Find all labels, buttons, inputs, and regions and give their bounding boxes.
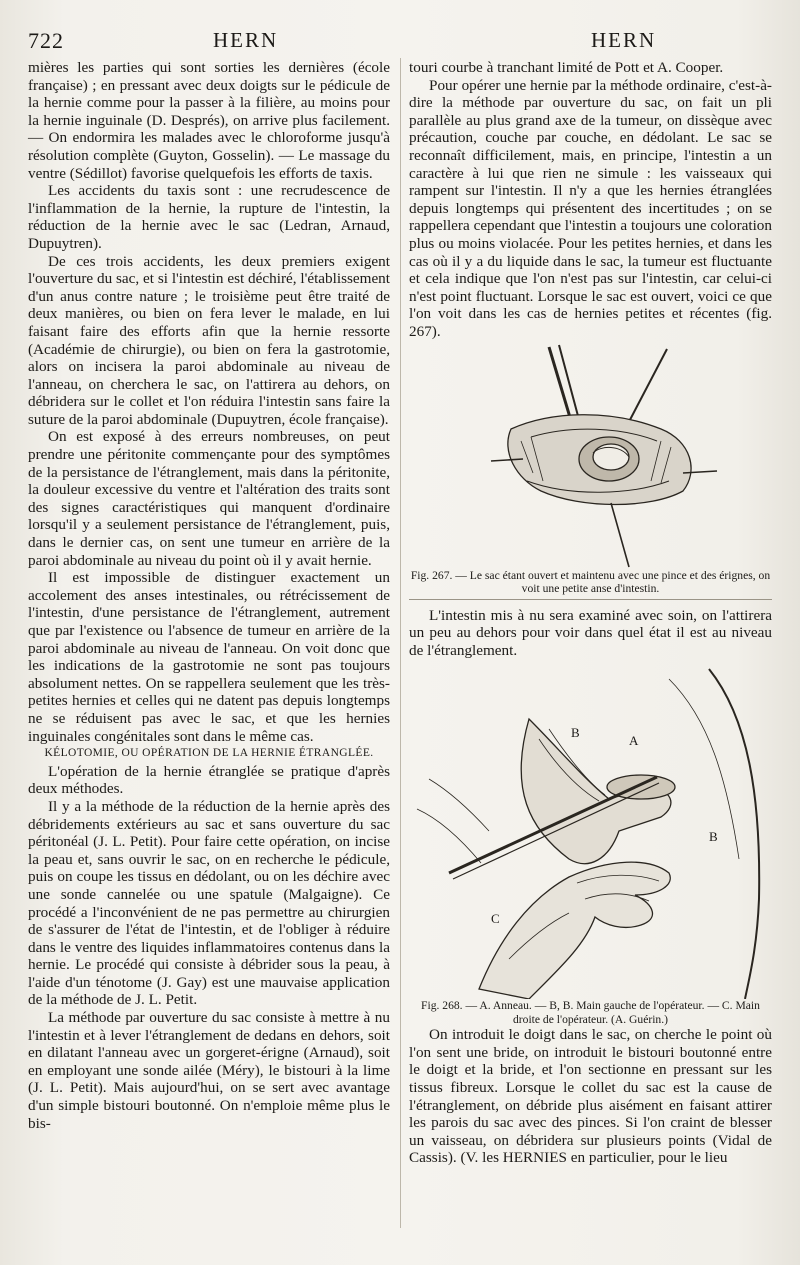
paragraph: De ces trois accidents, les deux premiers exigent l'ouverture du sac, et si l'intestin est déchiré, l'établissement d'un anus contre nature ; le troisième peut être traité de deux manières, ou bien on fera lever le malade, en lui faisant faire des efforts afin que la hernie ressorte (Académie de chirurgie), ou bien on fera la gastrotomie, alors on incisera la paroi abdominale au niveau de l'anneau, on cherchera le sac, on l'attirera au dehors, on débridera sur le collet et l'on réduira l'intestin sans faire la suture de la paroi abdominale (Dupuytren, école française). — [28, 252, 390, 428]
paragraph: Les accidents du taxis sont : une recrudescence de l'inflammation de la hernie, la rupture de l'intestin, la réduction de la hernie avec le sac (Ledran, Arnaud, Dupuytren). — [28, 182, 390, 252]
page-number: 722 — [28, 28, 64, 53]
paragraph: L'opération de la hernie étranglée se pratique d'après deux méthodes. — [28, 762, 390, 798]
paragraph: L'intestin mis à nu sera examiné avec soin, on l'attirera un peu au dehors pour voir dans quel état il est au niveau de l'étranglement. — [409, 606, 772, 659]
paragraph: La méthode par ouverture du sac consiste à mettre à nu l'intestin et à lever l'étranglement de dedans en dehors, soit en dilatant l'anneau avec un gorgeret-érigne (Arnaud), soit en employant une sonde ailée (Méry), le bistouri à la lime (J. L. Petit). Mais aujourd'hui, on se sert avec avantage d'un simple bistouri boutonné. On n'emploie même plus le bis- — [28, 1009, 390, 1132]
paragraph: On introduit le doigt dans le sac, on cherche le point où l'on sent une bride, on introduit le bistouri boutonné entre le doigt et la bride, et l'on sectionne en pressant sur les tissus fibreux. Lorsque le collet du sac est la cause de l'étranglement, on débride plus aisément en faisant attirer les parois du sac avec des pinces. Si l'on craint de blesser un vaisseau, on débridera sur plusieurs points (Vidal de Cassis). (V. les HERNIES en particulier, pour le lieu — [409, 1026, 772, 1167]
paragraph: Il est impossible de distinguer exactement un accolement des anses intestinales, ou rétrécissement de l'intestin, d'une persistance de l'étranglement, autrement que par l'existence ou l'absence de tumeur en arrière de la paroi abdominale au niveau de l'anneau. On voit donc que les indications de la gastrotomie ne sont pas toujours absolument nettes. On se rappellera seulement que les très-petites hernies et celles qui ne datent pas depuis longtemps ne se réduisent pas avec le sac, et que les hernies inguinales congénitales sont dans le même cas. — [28, 569, 390, 745]
figure-label-b: B — [571, 725, 580, 741]
paragraph: mières les parties qui sont sorties les dernières (école française) ; en pressant avec deux doigts sur le pédicule de la hernie comme pour la passer à la filière, au moins pour la hernie inguinale (D. Després), on arrive plus facilement. — On endormira les malades avec le chloroforme jusqu'à résolution complète (Guyton, Gosselin). — Le massage du ventre (Sédillot) favorise quelquefois les efforts de taxis. — [28, 59, 390, 182]
hernia-sac-illustration — [461, 341, 721, 569]
paragraph: Pour opérer une hernie par la méthode ordinaire, c'est-à-dire la méthode par ouverture du sac, on fait un pli parallèle au plus grand axe de la tumeur, on dissèque avec précaution, couche par couche, en dédolant. Le sac se reconnaît difficilement, mais, en principe, l'intestin a un caractère à lui que rien ne simule : les vaisseaux qui rampent sur l'intestin. Il n'y a que les hernies étranglées depuis longtemps qui présentent des incertitudes ; on se rappellera cependant que l'intestin a toujours une coloration plus ou moins violacée. Pour les petites hernies, et dans les cas où il y a du liquide dans le sac, la tumeur est fluctuante et cela indique que l'on n'est pas sur l'intestin, car celui-ci n'est point fluctuant. Lorsque le sac est ouvert, voici ce que l'on voit dans les cas de hernies petites et récentes (fig. 267). — [409, 76, 772, 340]
left-column — [28, 59, 390, 1132]
running-header — [28, 28, 772, 54]
figure-label-c: C — [491, 911, 500, 927]
figure-caption: Fig. 268. — A. Anneau. — B, B. Main gauche de l'opérateur. — C. Main droite de l'opérateur. (A. Guérin.) — [421, 999, 760, 1026]
right-column — [409, 59, 772, 1167]
column-divider — [400, 58, 401, 1228]
figure-caption: Fig. 267. — Le sac étant ouvert et maintenu avec une pince et des érignes, on voit une petite anse d'intestin. — [410, 568, 771, 595]
running-title-right: HERN — [591, 28, 657, 52]
paragraph: Il y a la méthode de la réduction de la hernie après des débridements extérieurs au sac et sans ouverture du sac péritonéal (J. L. Petit). Pour faire cette opération, on incise la peau et, sans ouvrir le sac, on en recherche le pédicule, puis on coupe les tissus en dédolant, ou on les déchire avec une sonde cannelée ou une spatule (Malgaigne). Ce procédé a l'inconvénient de ne pas permettre au chirurgien de s'assurer de l'état de l'intestin, et de l'obliger à réduire dans le ventre des liquides inflammatoires contenus dans la hernie. Le procédé qui consiste à débrider sous la peau, à l'aide d'un ténotome (J. Gay) est une mauvaise application de la méthode de J. L. Petit. — [28, 797, 390, 1009]
figure-label-a: A — [629, 733, 639, 749]
paragraph: touri courbe à tranchant limité de Pott et A. Cooper. — [409, 59, 724, 76]
figure-label-b: B — [709, 829, 718, 845]
caption-rule — [409, 599, 772, 600]
hands-operation-illustration — [409, 659, 772, 999]
figure-267 — [409, 341, 772, 600]
paragraph: On est exposé à des erreurs nombreuses, on peut prendre une péritonite commençante pour des symptômes de la persistance de l'étranglement, mais dans la péritonite, la douleur excessive du ventre et l'altération des traits sont des signes caractéristiques qui manquent d'ordinaire lorsqu'il y a seulement persistance de l'étranglement, puis, dans le dernier cas, on sent une tumeur en arrière de la paroi abdominale au niveau du point où il y avait hernie. — [28, 428, 390, 569]
section-heading: KÉLOTOMIE, OU OPÉRATION DE LA HERNIE ÉTRANGLÉE. — [44, 747, 374, 760]
running-title-left: HERN — [213, 28, 279, 52]
figure-268 — [409, 659, 772, 1026]
